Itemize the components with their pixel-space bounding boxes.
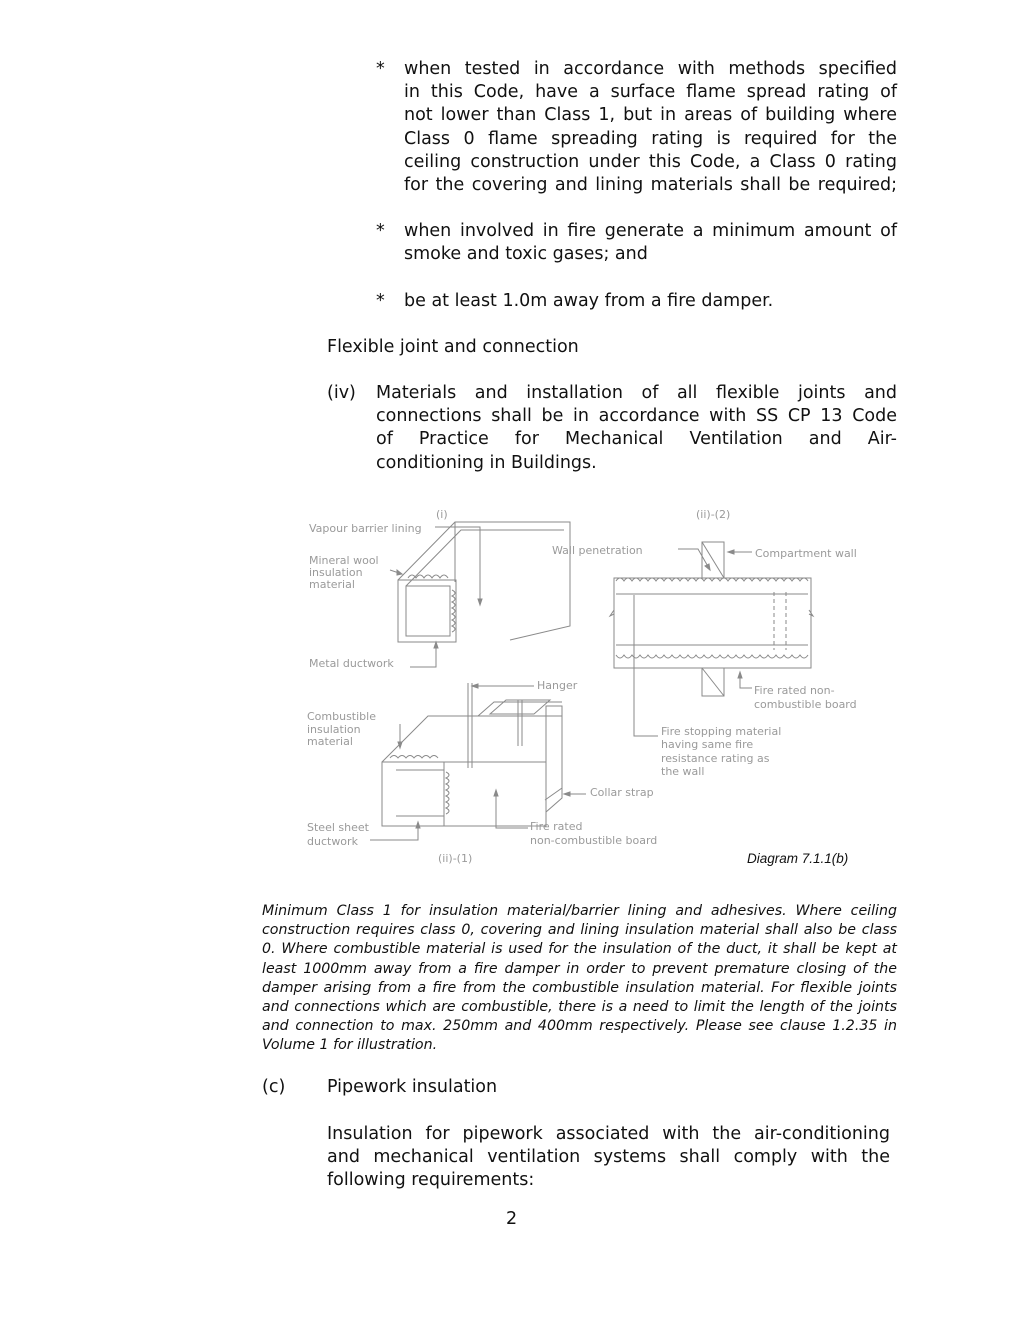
label-hanger: Hanger (537, 679, 578, 692)
text-line: for the covering and lining materials shall be required; (404, 175, 897, 196)
text-line: Materials and installation of all flexible joints and (376, 383, 897, 403)
text-line: Insulation for pipework associated with the air-conditioning (327, 1124, 890, 1144)
label-mineral-wool-3: material (309, 578, 355, 591)
label-fire-stopping: Fire stopping material (661, 725, 782, 738)
text-line: following requirements: (327, 1170, 535, 1191)
label-fire-stopping-3: resistance rating as (661, 752, 770, 765)
label-fire-rated-board-collar: Fire rated (530, 820, 583, 833)
text-line: ceiling construction under this Code, a Class 0 rating (404, 151, 897, 172)
text-line: in this Code, have a surface flame spread rating of (404, 82, 897, 103)
text-line: Class 0 flame spreading rating is required for the (404, 128, 897, 149)
label-mineral-wool-2: insulation (309, 566, 363, 579)
label-collar-strap: Collar strap (590, 786, 654, 799)
text-line: when tested in accordance with methods specified (404, 59, 897, 79)
label-combustible-insulation: Combustible (307, 710, 376, 723)
label-ii-2: (ii)-(2) (696, 508, 731, 521)
label-fire-rated-board-2: combustible board (754, 698, 857, 711)
label-ii-1: (ii)-(1) (438, 852, 473, 865)
bullet-text (404, 220, 897, 266)
label-fire-rated-board: Fire rated non- (754, 684, 835, 697)
label-i: (i) (436, 508, 448, 521)
bullet-text (404, 58, 897, 197)
text-line: of Practice for Mechanical Ventilation and Air- (376, 429, 897, 450)
label-wall-penetration: Wall penetration (552, 544, 643, 557)
text-line: smoke and toxic gases; and (404, 244, 648, 265)
item-text (376, 382, 897, 475)
bullet-marker: * (376, 291, 385, 311)
label-steel-sheet-2: ductwork (307, 835, 358, 848)
item-marker: (iv) (327, 383, 356, 403)
section-marker: (c) (262, 1077, 286, 1097)
bullet-text (404, 290, 897, 313)
text-line: when involved in fire generate a minimum amount of (404, 221, 897, 241)
section-heading: Pipework insulation (327, 1077, 498, 1097)
bullet-marker: * (376, 59, 385, 79)
label-fire-rated-board-collar-2: non-combustible board (530, 834, 658, 847)
label-fire-stopping-4: the wall (661, 765, 705, 778)
text-line: and mechanical ventilation systems shall comply with the (327, 1147, 890, 1168)
label-fire-stopping-2: having same fire (661, 738, 754, 751)
label-mineral-wool: Mineral wool (309, 554, 379, 567)
text-line: be at least 1.0m away from a fire damper. (404, 291, 774, 311)
label-combustible-insulation-2: insulation (307, 723, 361, 736)
label-metal-ductwork: Metal ductwork (309, 657, 394, 670)
label-vapour-barrier: Vapour barrier lining (309, 522, 422, 535)
section-body (327, 1123, 890, 1193)
label-combustible-insulation-3: material (307, 735, 353, 748)
text-line: not lower than Class 1, but in areas of building where (404, 105, 897, 126)
text-line: conditioning in Buildings. (376, 452, 597, 473)
text-line: connections shall be in accordance with SS CP 13 Code (376, 406, 897, 427)
diagram-note: Minimum Class 1 for insulation material/barrier lining and adhesives. Where ceiling construction requires class 0, covering and lining insulation material shall also be class 0. Where combustible material is used for the insulation of the duct, it shall be kept at least 1000mm away from a fire damper in order to prevent premature closing of the damper arising from a fire from the combustible insulation material. For flexible joints and connections which are combustible, there is a need to limit the length of the joints and connection to max. 250mm and 400mm respectively. Please see clause 1.2.35 in Volume 1 for illustration. (262, 903, 897, 1054)
label-steel-sheet: Steel sheet (307, 821, 369, 834)
bullet-marker: * (376, 221, 385, 241)
page-number: 2 (506, 1209, 518, 1229)
duct-insulation-diagram (300, 500, 900, 875)
label-compartment-wall: Compartment wall (755, 547, 857, 560)
subheading-flexible-joint: Flexible joint and connection (327, 337, 579, 357)
diagram-caption: Diagram 7.1.1(b) (747, 851, 849, 866)
